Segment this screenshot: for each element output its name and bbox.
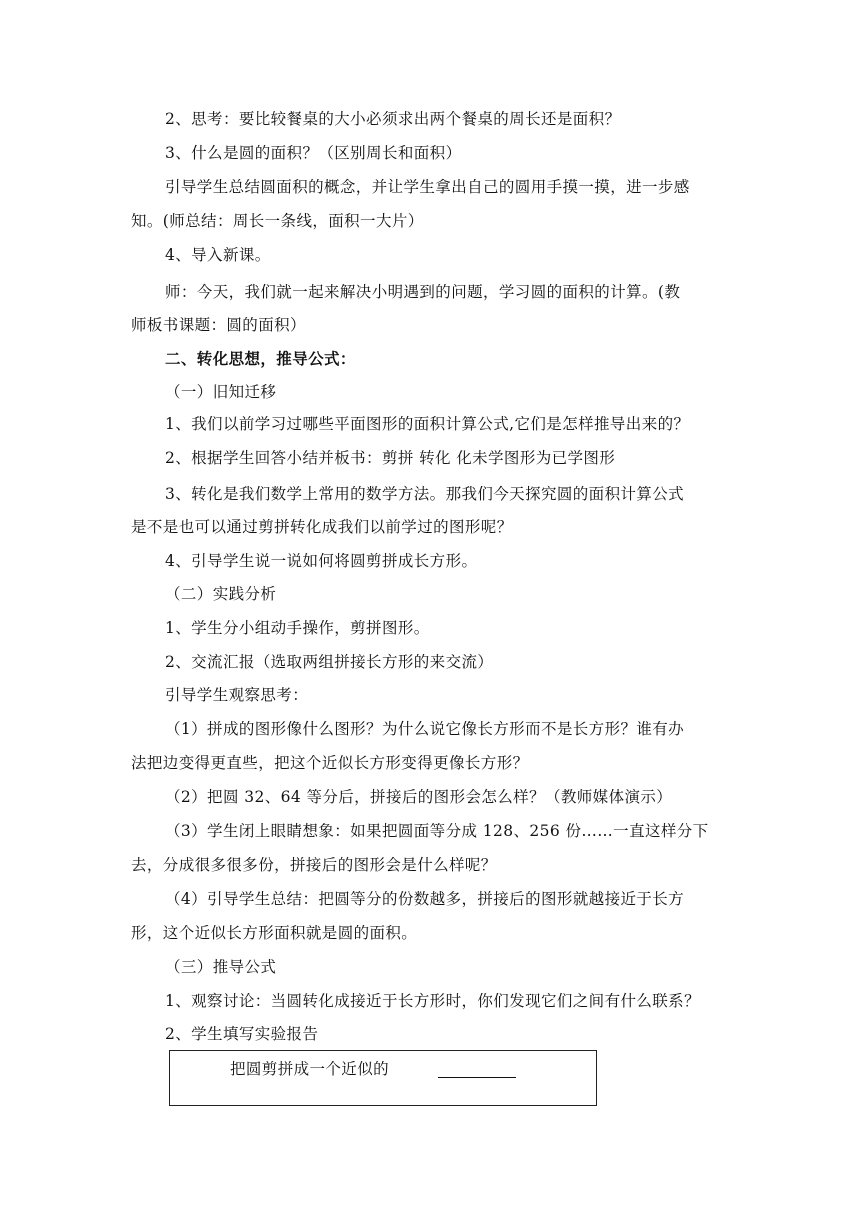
text-line: 2、根据学生回答小结并板书：剪拼 转化 化未学图形为已学图形 <box>165 449 616 467</box>
text-line: 法把边变得更直些，把这个近似长方形变得更像长方形？ <box>131 754 529 772</box>
text-line: 1、观察讨论：当圆转化成接近于长方形时，你们发现它们之间有什么联系？ <box>165 992 700 1010</box>
text-line: 形，这个近似长方形面积就是圆的面积。 <box>131 924 418 942</box>
text-line: 引导学生观察思考： <box>165 686 309 704</box>
subsection-heading: （三）推导公式 <box>165 958 277 976</box>
text-line: 1、学生分小组动手操作，剪拼图形。 <box>165 619 430 637</box>
text-line: 2、思考：要比较餐桌的大小必须求出两个餐桌的周长还是面积？ <box>165 110 621 128</box>
text-line: （4）引导学生总结：把圆等分的份数越多，拼接后的图形就越接近于长方 <box>165 890 685 908</box>
text-line: 知。(师总结：周长一条线，面积一大片） <box>131 212 424 230</box>
text-line: 2、交流汇报（选取两组拼接长方形的来交流） <box>165 653 494 671</box>
text-line: 4、导入新课。 <box>165 246 271 264</box>
text-line: （2）把圆 32、64 等分后，拼接后的图形会怎么样？（教师媒体演示） <box>165 788 673 806</box>
text-line: 3、什么是圆的面积？（区别周长和面积） <box>165 144 462 162</box>
text-line: 师板书课题：圆的面积） <box>131 316 306 334</box>
text-line: 是不是也可以通过剪拼转化成我们以前学过的图形呢？ <box>131 518 513 536</box>
text-line: 引导学生总结圆面积的概念，并让学生拿出自己的圆用手摸一摸，进一步感 <box>165 178 690 196</box>
text-line: 师：今天，我们就一起来解决小明遇到的问题，学习圆的面积的计算。(教 <box>165 283 681 301</box>
report-blank-line <box>438 1077 516 1078</box>
text-line: 1、我们以前学习过哪些平面图形的面积计算公式,它们是怎样推导出来的？ <box>165 415 690 433</box>
section-heading: 二、转化思想，推导公式： <box>165 349 356 368</box>
text-line: 2、学生填写实验报告 <box>165 1025 319 1043</box>
experiment-report-box <box>169 1050 597 1106</box>
text-line: 去，分成很多很多份，拼接后的图形会是什么样呢？ <box>131 856 497 874</box>
text-line: 4、引导学生说一说如何将圆剪拼成长方形。 <box>165 552 478 570</box>
text-line: （3）学生闭上眼睛想象：如果把圆面等分成 128、256 份……一直这样分下 <box>165 822 709 840</box>
subsection-heading: （一）旧知迁移 <box>165 383 277 401</box>
text-line: （1）拼成的图形像什么图形？为什么说它像长方形而不是长方形？谁有办 <box>165 720 685 738</box>
subsection-heading: （二）实践分析 <box>165 585 277 603</box>
report-prompt: 把圆剪拼成一个近似的 <box>230 1060 390 1078</box>
text-line: 3、转化是我们数学上常用的数学方法。那我们今天探究圆的面积计算公式 <box>165 485 685 503</box>
